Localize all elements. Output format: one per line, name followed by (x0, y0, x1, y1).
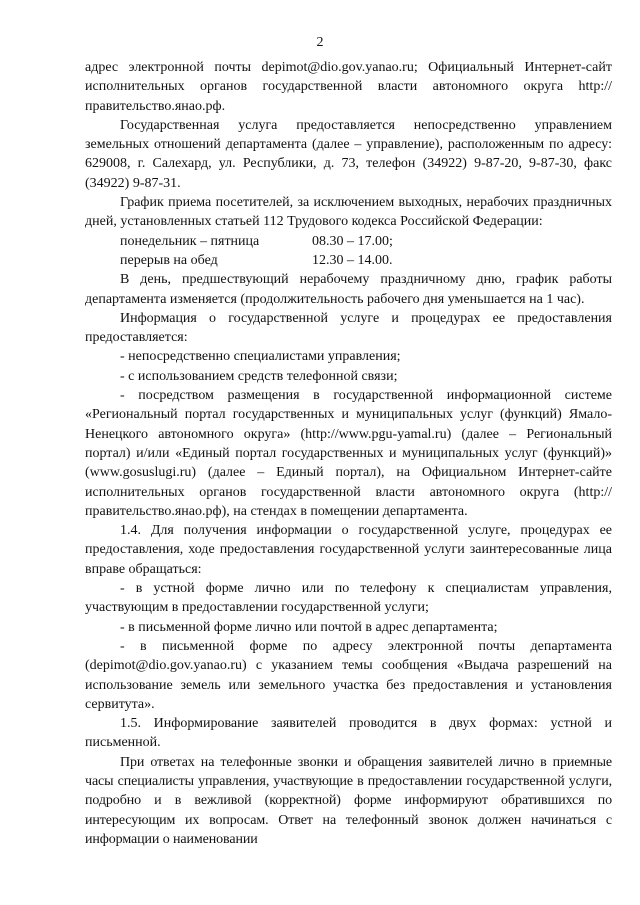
schedule-time: 08.30 – 17.00; (312, 233, 393, 249)
list-item: - в письменной форме лично или почтой в адрес департамента; (120, 619, 498, 635)
paragraph-info-intro: Информация о государственной услуге и процедурах ее предоставления предоставляется: (85, 310, 612, 346)
schedule-table (120, 232, 612, 271)
paragraph-contacts: адрес электронной почты depimot@dio.gov.yanao.ru; Официальный Интернет-сайт исполнительных органов государственной власти автономного округа http://правительство.янао.рф. (85, 60, 612, 114)
schedule-row (120, 232, 612, 251)
schedule-label: перерыв на обед (120, 252, 218, 268)
schedule-row (120, 251, 612, 270)
page-number: 2 (316, 35, 324, 50)
paragraph-holiday-schedule: В день, предшествующий нерабочему праздничному дню, график работы департамента изменяется (продолжительность рабочего дня уменьшается на 1 час). (85, 272, 612, 307)
schedule-time: 12.30 – 14.00. (312, 252, 393, 268)
list-item: - непосредственно специалистами управления; (120, 349, 401, 365)
list-item: - с использованием средств телефонной связи; (120, 368, 398, 384)
paragraph-section-1-5: 1.5. Информирование заявителей проводится в двух формах: устной и письменной. (85, 716, 612, 751)
paragraph-phone-answers: При ответах на телефонные звонки и обращения заявителей лично в приемные часы специалисты управления, участвующие в предоставлении государственной услуги, подробно и в вежливой (корректной) форме информируют обратившихся по интересующим их вопросам. Ответ на телефонный звонок должен начинаться с информации о наименовании (85, 754, 612, 847)
paragraph-service-provider: Государственная услуга предоставляется непосредственно управлением земельных отношений департамента (далее – управление), расположенным по адресу: 629008, г. Салехард, ул. Республики, д. 73, телефон (34922) 9-87-20, 9-87-30, факс (34922) 9-87-31. (85, 117, 612, 191)
paragraph-schedule-intro: График приема посетителей, за исключением выходных, нерабочих праздничных дней, установленных статьей 112 Трудового кодекса Российской Федерации: (85, 195, 612, 230)
paragraph-section-1-4: 1.4. Для получения информации о государственной услуге, процедурах ее предоставления, ходе предоставления государственной услуги заинтересованные лица вправе обращаться: (85, 523, 612, 577)
list-item: - в устной форме лично или по телефону к специалистам управления, участвующим в предоставлении государственной услуги; (85, 581, 612, 616)
schedule-label: понедельник – пятница (120, 233, 260, 249)
document-body (85, 58, 612, 849)
list-item: - в письменной форме по адресу электронной почты департамента (depimot@dio.gov.yanao.ru) с указанием темы сообщения «Выдача разрешений на использование земель или земельного участка без предоставления и установления сервитута». (85, 638, 612, 712)
list-item: - посредством размещения в государственной информационной системе «Региональный портал государственных и муниципальных услуг (функций) Ямало-Ненецкого автономного округа» (http://www.pgu-yamal.ru) (далее – Региональный портал) и/или «Единый портал государственных и муниципальных услуг (функций)» (www.gosuslugi.ru) (далее – Единый портал), на Официальном Интернет-сайте исполнительных органов государственной власти автономного округа (http://правительство.янао.рф), на стендах в помещении департамента. (85, 388, 612, 519)
